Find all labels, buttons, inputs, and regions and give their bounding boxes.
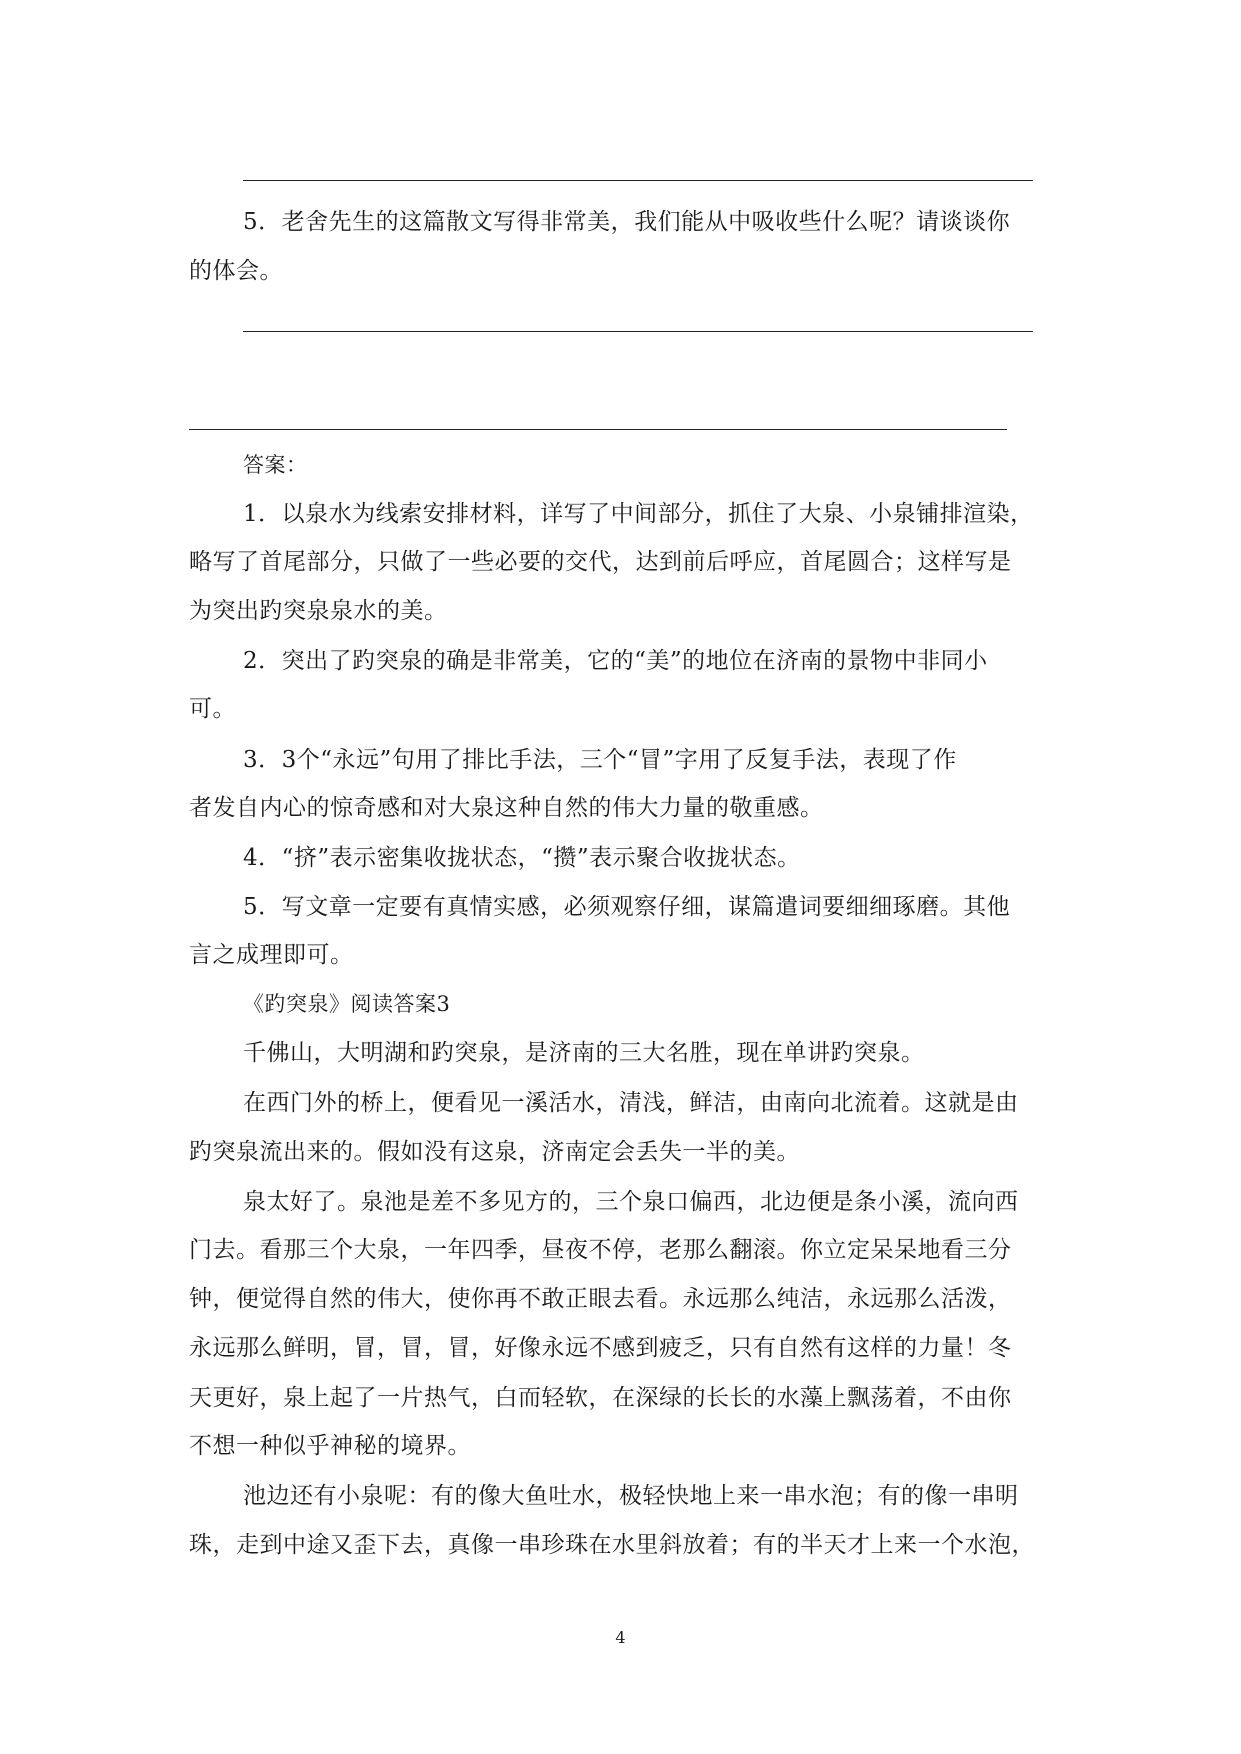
- paragraph-4-line-2: 珠，走到中途又歪下去，真像一串珍珠在水里斜放着；有的半天才上来一个水泡，: [189, 1532, 1035, 1558]
- question-5-line-2: 的体会。: [189, 258, 283, 284]
- paragraph-1-line-1: 千佛山，大明湖和趵突泉，是济南的三大名胜，现在单讲趵突泉。: [243, 1040, 925, 1066]
- answer-2-line-2: 可。: [189, 696, 236, 722]
- paragraph-2-line-1: 在西门外的桥上，便看见一溪活水，清浅，鲜洁，由南向北流着。这就是由: [243, 1090, 1019, 1116]
- paragraph-3-line-3: 钟，便觉得自然的伟大，使你再不敢正眼去看。永远那么纯洁，永远那么活泼，: [189, 1286, 1012, 1312]
- paragraph-3-line-4: 永远那么鲜明，冒，冒，冒，好像永远不感到疲乏，只有自然有这样的力量！冬: [189, 1335, 1012, 1361]
- answer-1-line-1: 1．以泉水为线索安排材料，详写了中间部分，抓住了大泉、小泉铺排渲染，: [243, 501, 1034, 527]
- answer-3-line-2: 者发自内心的惊奇感和对大泉这种自然的伟大力量的敬重感。: [189, 795, 824, 821]
- answer-3-line-1: 3．3个“永远”句用了排比手法，三个“冒”字用了反复手法，表现了作: [243, 747, 957, 773]
- answer-1-line-3: 为突出趵突泉泉水的美。: [189, 598, 448, 624]
- answer-5-line-1: 5．写文章一定要有真情实感，必须观察仔细，谋篇遣词要细细琢磨。其他: [243, 894, 1011, 920]
- paragraph-4-line-1: 池边还有小泉呢：有的像大鱼吐水，极轻快地上来一串水泡；有的像一串明: [243, 1483, 1019, 1509]
- paragraph-3-line-1: 泉太好了。泉池是差不多见方的，三个泉口偏西，北边便是条小溪，流向西: [243, 1189, 1019, 1215]
- paragraph-3-line-5: 天更好，泉上起了一片热气，白而轻软，在深绿的长长的水藻上飘荡着，不由你: [189, 1385, 1012, 1411]
- answer-blank-line: [189, 429, 1007, 430]
- paragraph-3-line-6: 不想一种似乎神秘的境界。: [189, 1433, 471, 1459]
- section-title: 《趵突泉》阅读答案3: [243, 992, 451, 1016]
- answer-2-line-1: 2．突出了趵突泉的确是非常美，它的“美”的地位在济南的景物中非同小: [243, 648, 988, 674]
- answer-1-line-2: 略写了首尾部分，只做了一些必要的交代，达到前后呼应，首尾圆合；这样写是: [189, 549, 1012, 575]
- answer-5-line-2: 言之成理即可。: [189, 942, 354, 968]
- answer-blank-line: [243, 180, 1033, 181]
- paragraph-2-line-2: 趵突泉流出来的。假如没有这泉，济南定会丢失一半的美。: [189, 1139, 800, 1165]
- answers-heading: 答案：: [243, 453, 308, 477]
- page-number: 4: [615, 1628, 626, 1647]
- answer-4-line-1: 4．“挤”表示密集收拢状态，“攒”表示聚合收拢状态。: [243, 845, 801, 871]
- answer-blank-line: [243, 331, 1033, 332]
- question-5-line-1: 5．老舍先生的这篇散文写得非常美，我们能从中吸收些什么呢？请谈谈你: [243, 209, 1011, 235]
- paragraph-3-line-2: 门去。看那三个大泉，一年四季，昼夜不停，老那么翻滚。你立定呆呆地看三分: [189, 1237, 1012, 1263]
